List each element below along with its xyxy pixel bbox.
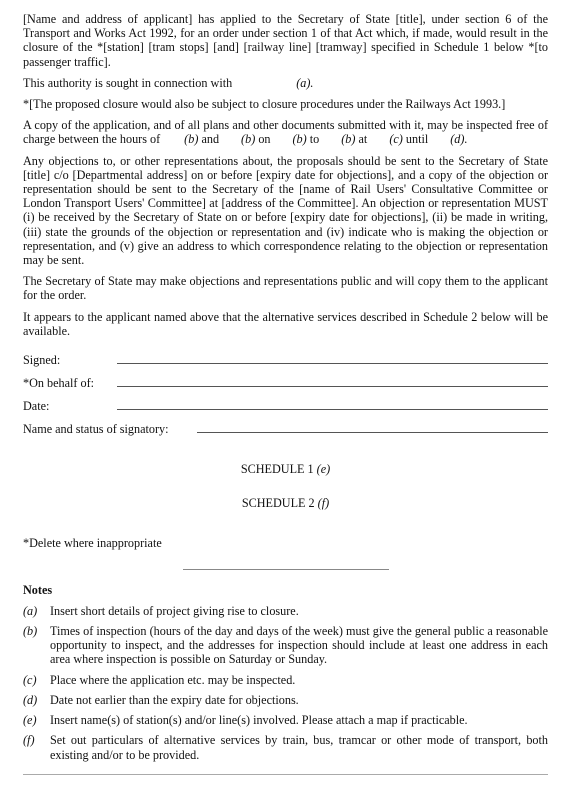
note-text: Date not earlier than the expiry date for objections. [50, 692, 299, 707]
footnote-ref-e: (e) [316, 462, 331, 477]
behalf-line [23, 375, 548, 390]
date-label: Date: [23, 398, 50, 413]
until-word: until [405, 132, 429, 147]
note-label: (c) [23, 672, 37, 687]
delete-note: *Delete where inappropriate [23, 536, 162, 551]
note-text: Set out particulars of alternative services by train, bus, tramcar or other mode of transport, both existing and/or to be provided. [50, 733, 548, 762]
to-word: to [309, 132, 320, 147]
name-status-field[interactable] [197, 432, 548, 433]
notes-divider [183, 569, 389, 570]
footnote-ref-a: (a). [296, 75, 314, 90]
railways-act-paragraph: *[The proposed closure would also be subject to closure procedures under the Railways Act 1993.] [23, 97, 506, 112]
schedule-1-heading [23, 462, 548, 476]
publication-paragraph: The Secretary of State may make objections and representations public and will copy them to the applicant for the order. [23, 274, 548, 303]
footnote-ref-b3: (b) [292, 132, 307, 147]
note-item [23, 673, 548, 687]
behalf-field[interactable] [117, 386, 548, 387]
schedule-2-title: SCHEDULE 2 [241, 496, 315, 511]
footnote-ref-c: (c) [389, 132, 403, 147]
name-status-line [23, 421, 548, 436]
and-word: and [201, 132, 220, 147]
at-word: at [358, 132, 368, 147]
note-item [23, 624, 548, 667]
note-label: (e) [23, 713, 37, 728]
date-field[interactable] [117, 409, 548, 410]
note-text: Times of inspection (hours of the day and days of the week) must give the general public a reasonable opportunity to inspect, and the addresses for inspection should include at least one address in each area where inspection is possible on Saturday or Sunday. [50, 624, 548, 667]
date-line [23, 398, 548, 413]
note-label: (f) [23, 733, 35, 748]
note-text: Insert name(s) of station(s) and/or line(s) involved. Please attach a map if practicable. [50, 713, 468, 728]
note-label: (b) [23, 624, 38, 639]
notice-page [23, 12, 548, 775]
application-paragraph: [Name and address of applicant] has applied to the Secretary of State [title], under section 6 of the Transport and Works Act 1992, for an order under section 1 of that Act which, if made, would result in the closure of the *[station] [tram stops] [and] [railway line] [tramway] specified in Schedule 1 below *[to passenger traffic]. [23, 12, 548, 69]
notes-heading: Notes [23, 582, 53, 597]
alternative-services-paragraph: It appears to the applicant named above that the alternative services described in Schedule 2 below will be available. [23, 309, 548, 338]
footnote-ref-f: (f) [317, 496, 330, 511]
footnote-ref-d: (d). [450, 132, 468, 147]
signed-field[interactable] [117, 363, 548, 364]
note-label: (a) [23, 603, 38, 618]
footnote-ref-b4: (b) [341, 132, 356, 147]
note-text: Insert short details of project giving rise to closure. [50, 603, 299, 618]
footnote-ref-b2: (b) [241, 132, 256, 147]
name-status-label: Name and status of signatory: [23, 421, 169, 436]
objections-paragraph: Any objections to, or other representations about, the proposals should be sent to the Secretary of State [title] c/o [Departmental address] on or before [expiry date for objections], and a copy of the objection or representation should be sent to the Secretary of the [name of Rail Users' Consultative Committee or London Transport Users' Committee] at [address of the Committee]. An objection or representation MUST (i) be received by the Secretary of State on or before [expiry date for objections], (ii) be made in writing, (iii) state the grounds of the objection or representation and (iv) indicate who is making the objection or representation, and (v) give an address to which correspondence relating to the objection or representation may be sent. [23, 153, 548, 268]
on-word: on [258, 132, 271, 147]
note-label: (d) [23, 692, 38, 707]
footnote-ref-b1: (b) [184, 132, 199, 147]
behalf-label: *On behalf of: [23, 375, 95, 390]
note-item [23, 733, 548, 761]
note-item [23, 713, 548, 727]
schedule-1-title: SCHEDULE 1 [240, 462, 314, 477]
footer-divider [23, 774, 548, 775]
note-item [23, 604, 548, 618]
authority-paragraph [23, 76, 548, 90]
authority-text: This authority is sought in connection with [23, 75, 233, 90]
notes-list [23, 604, 548, 762]
inspection-text: A copy of the application, and of all plans and other documents submitted with it, may be inspected free of charge between the hours of [23, 118, 548, 147]
note-item [23, 693, 548, 707]
schedule-2-heading [23, 496, 548, 510]
inspection-paragraph [23, 118, 548, 146]
note-text: Place where the application etc. may be inspected. [50, 672, 296, 687]
signed-line [23, 352, 548, 367]
signed-label: Signed: [23, 352, 61, 367]
